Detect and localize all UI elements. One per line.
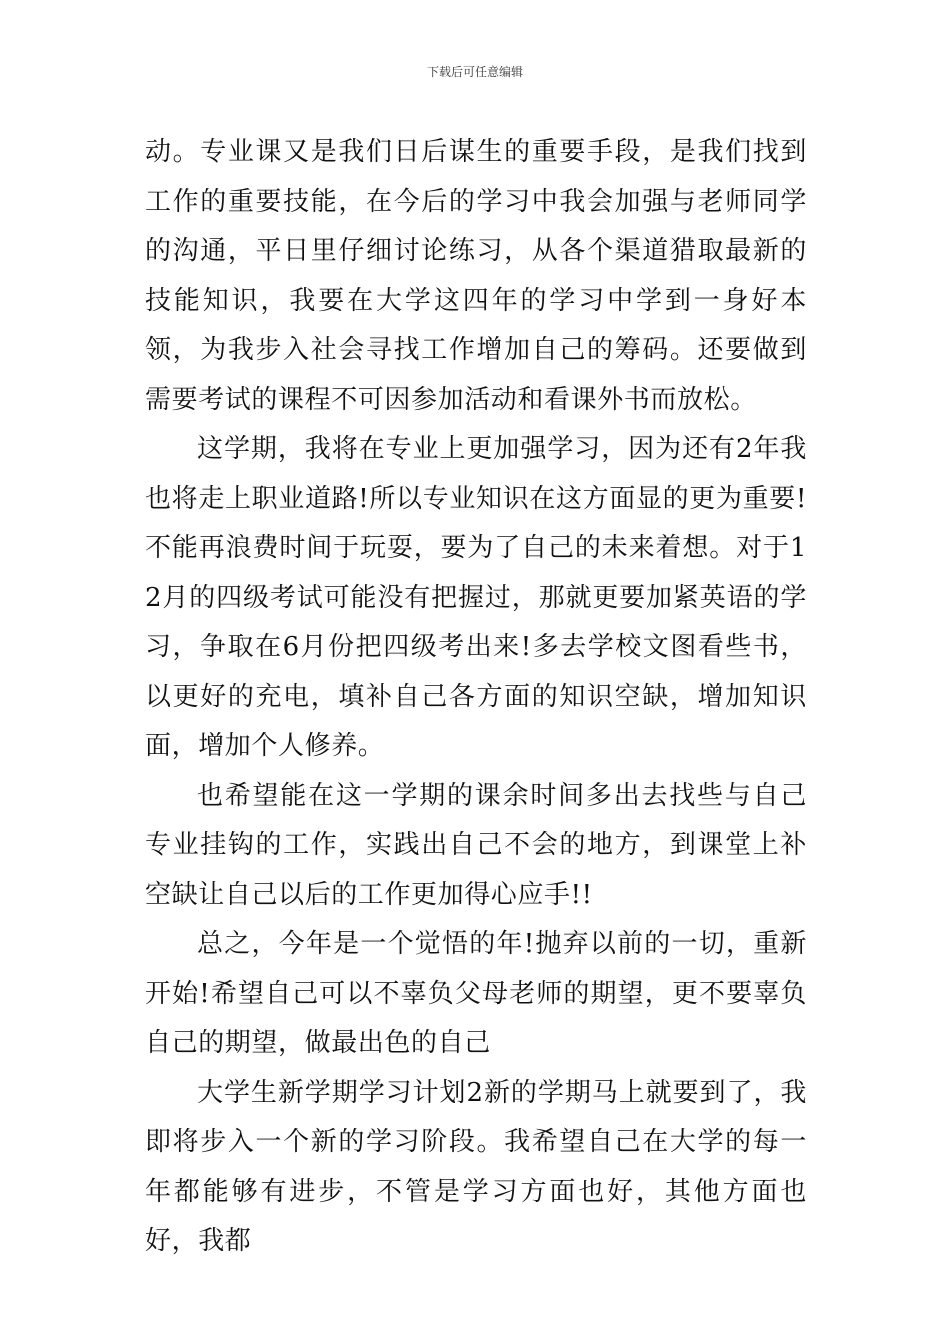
paragraph-3: 也希望能在这一学期的课余时间多出去找些与自己专业挂钩的工作，实践出自己不会的地方，到课堂上补空缺让自己以后的工作更加得心应手!! bbox=[145, 780, 807, 910]
page-header: 下载后可任意编辑 bbox=[426, 65, 523, 79]
paragraph-5: 大学生新学期学习计划2新的学期马上就要到了，我即将步入一个新的学习阶段。我希望自己在大学的每一年都能够有进步，不管是学习方面也好，其他方面也好，我都 bbox=[145, 1077, 807, 1256]
paragraph-2: 这学期，我将在专业上更加强学习，因为还有2年我也将走上职业道路!所以专业知识在这方面显的更为重要!不能再浪费时间于玩耍，要为了自己的未来着想。对于12月的四级考试可能没有把握过，那就更要加紧英语的学习，争取在6月份把四级考出来!多去学校文图看些书，以更好的充电，填补自己各方面的知识空缺，增加知识面，增加个人修养。 bbox=[145, 434, 807, 761]
document-body bbox=[145, 128, 807, 1267]
paragraph-1: 动。专业课又是我们日后谋生的重要手段，是我们找到工作的重要技能，在今后的学习中我会加强与老师同学的沟通，平日里仔细讨论练习，从各个渠道猎取最新的技能知识，我要在大学这四年的学习中学到一身好本领，为我步入社会寻找工作增加自己的筹码。还要做到需要考试的课程不可因参加活动和看课外书而放松。 bbox=[145, 137, 807, 415]
paragraph-4: 总之，今年是一个觉悟的年!抛弃以前的一切，重新开始!希望自己可以不辜负父母老师的期望，更不要辜负自己的期望，做最出色的自己 bbox=[145, 929, 807, 1058]
